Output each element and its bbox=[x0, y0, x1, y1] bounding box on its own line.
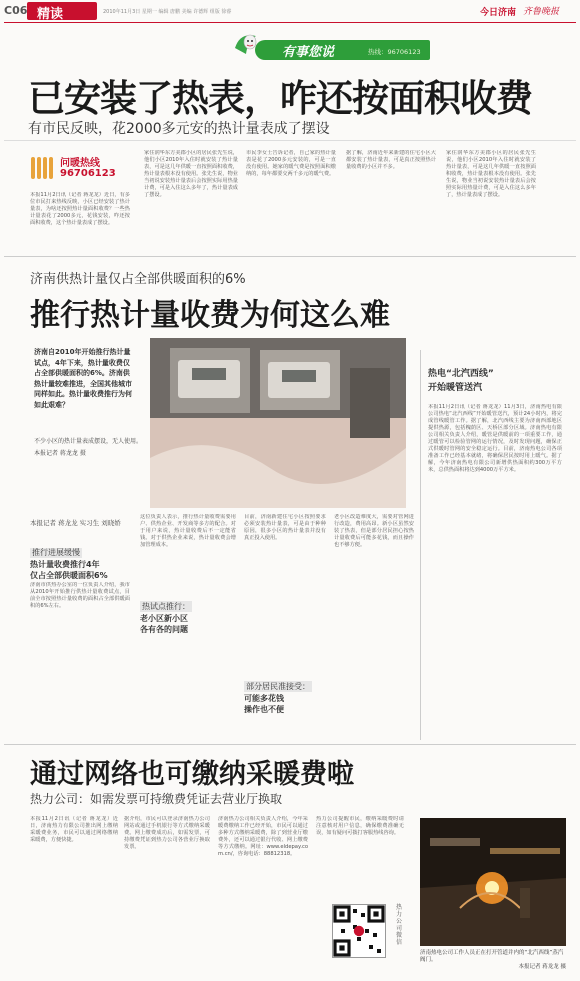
story3-col2: 据介绍，市民可以登录济南热力公司网站或通过手机银行等方式缴纳采暖费。网上缴费成功后，如需发票，可持缴费凭证到热力公司各营业厅换取发票。 bbox=[124, 816, 210, 850]
story2-box2 bbox=[140, 594, 236, 634]
section-label-box bbox=[27, 2, 97, 20]
box3-line3: 操作也不便 bbox=[244, 705, 284, 714]
column-hotline: 热线：96706123 bbox=[368, 48, 421, 56]
hotline-number: 96706123 bbox=[60, 168, 116, 179]
box3-line2: 可能多花钱 bbox=[244, 694, 284, 703]
story2-box1 bbox=[30, 540, 128, 580]
story2-byline: 本报记者 蒋龙龙 实习生 刘晓娇 bbox=[30, 519, 121, 527]
paper-brand: 齐鲁晚报 bbox=[523, 7, 560, 17]
masthead bbox=[0, 0, 580, 24]
story3-headline: 通过网络也可缴纳采暖费啦 bbox=[30, 759, 354, 790]
radiator-icon bbox=[30, 154, 56, 182]
box1-line2: 热计量收费推行4年 bbox=[30, 560, 100, 569]
story2-col2: 这位负责人表示，推行热计量收费需要用户、供热企业、开发商等多方的配合。对于用户来说，热计量收费后不一定能省钱。对于供热企业来说，热计量收费会增加管理成本。 bbox=[140, 514, 236, 548]
masthead-rule bbox=[4, 22, 576, 23]
story3-photo bbox=[420, 818, 566, 946]
story1-col4: 据了解，济南近年来新建的住宅小区大都安装了热计量表，可是真正按照热计量收费的小区并不多。 bbox=[346, 150, 436, 170]
qr-code bbox=[332, 904, 386, 958]
story3-col1: 本报11月2日讯（记者 蒋龙龙）近日，济南热力有限公司推出网上缴纳采暖费业务，市民可以通过网络缴纳采暖费，方便快捷。 bbox=[30, 816, 118, 843]
story1-top-rule bbox=[4, 140, 576, 141]
sidebar-title-line1: 热电“北汽西线” bbox=[428, 369, 494, 379]
story2-kicker: 济南供热计量仅占全部供暖面积的6% bbox=[30, 272, 246, 287]
story2-bottom-rule bbox=[4, 744, 576, 745]
box3-line1: 部分居民准接受： bbox=[246, 682, 310, 691]
section-label: 精读 bbox=[37, 7, 64, 22]
story3-col4: 热力公司提醒市民，缴纳采暖费时请注意核对用户信息，确保缴费准确无误，如有疑问可拨打客服热线咨询。 bbox=[316, 816, 404, 836]
story1-col3: 市民李女士告诉记者，自己家的热计量表是花了2000多元安装的，可是一直没有使用。她家的暖气费是按照面积缴纳的，每年都要交两千多元的暖气费。 bbox=[246, 150, 336, 177]
story3-subheadline: 热力公司：如需发票可持缴费凭证去营业厅换取 bbox=[30, 792, 283, 806]
box2-line1: 热试点推行： bbox=[142, 602, 190, 611]
qr-label: 热力公司微信 bbox=[396, 904, 403, 946]
story2-headline: 推行热计量收费为何这么难 bbox=[30, 298, 390, 333]
box1-line1: 推行进展缓慢 bbox=[32, 548, 80, 557]
story2-col1: 济南市供热办公室的一位负责人介绍，我市从2010年开始推行供热计量收费试点，目前全市按照热计量收费的面积占全部供暖面积的6%左右。 bbox=[30, 582, 130, 609]
story1-headline: 已安装了热表，咋还按面积收费 bbox=[28, 77, 532, 120]
story2-lead: 济南自2010年开始推行热计量试点，4年下来，热计量收费仅占全部供暖面积的6%。济南供热计量较难推进，全国其他城市同样如此。热计量收费推行为何如此艰难？ bbox=[34, 348, 132, 409]
story1-col1: 本报11月2日讯（记者 蒋龙龙）近日，有多位市民打来热线反映，小区已经安装了热计量表，为啥还按照热计量面积收费？一些热计量表花了2000多元，花钱安装，咋还按面积收费，这个热计量表成了摆设。 bbox=[30, 192, 130, 226]
story1-subheadline: 有市民反映，花2000多元安的热计量表成了摆设 bbox=[28, 121, 330, 137]
sidebar-body: 本报11月2日讯（记者 蒋龙龙）11月3日，济南热电有限公司热电“北汽西线”开始暖管送汽，预计24小时内，将完成管线暖管工作。据了解，北汽西线主要为济南西部地区提供热源，包括槐荫区、天桥区部分区域。济南热电有限公司相关负责人介绍，暖管是供暖前的一项重要工作，通过暖管可以检验管网的运行情况，及时发现问题，确保正式供暖时管网的安全稳定运行。目前，济南热电公司各项准备工作已经基本就绪，将确保居民按时用上暖气。据了解，今年济南热电有限公司新增供热面积约300万平方米，总供热面积将达到4000万平方米。 bbox=[428, 404, 562, 473]
box2-line2: 老小区新小区 bbox=[140, 614, 188, 623]
story2-box3 bbox=[244, 674, 326, 714]
story2-col3: 目前，济南新建住宅小区按照要求必须安装热计量表，可是由于种种原因，很多小区的热计量表并没有真正投入使用。 bbox=[244, 514, 326, 541]
caption-credit: 本报记者 蒋龙龙 摄 bbox=[34, 450, 86, 457]
hotline-box bbox=[30, 150, 116, 186]
column-banner bbox=[220, 28, 480, 66]
story2-col4: 老小区改造难度大，需要对管网进行改造，费用高昂。新小区虽然安装了热表，但是部分居民担心按热计量收费后可能多花钱，而且操作也不够方便。 bbox=[334, 514, 414, 548]
paper-name: 今日济南 bbox=[480, 8, 517, 18]
story3-caption-credit: 本报记者 蒋龙龙 摄 bbox=[518, 964, 566, 970]
story3-photo-caption bbox=[420, 950, 566, 971]
story1-bottom-rule bbox=[4, 256, 576, 257]
caption-text: 不少小区的热计量表成摆设，无人使用。 bbox=[34, 438, 143, 445]
sidebar-divider bbox=[420, 350, 421, 740]
page-number: C06 bbox=[4, 4, 28, 17]
story2-photo-caption bbox=[34, 438, 144, 478]
dateline: 2010年11月3日 星期一 编辑 唐鹏 美编 许德辉 组版 徐睿 bbox=[103, 9, 232, 15]
box2-line3: 各有各的问题 bbox=[140, 625, 188, 634]
column-title: 有事您说 bbox=[282, 45, 335, 60]
story1-col2: 家住润华东方美郡小区的居民张先生说，他们小区2010年入住时就安装了热计量表，可是这几年供暖一直按照面积收费，热计量表根本没有使用。张先生说，物业当初说安装热计量表后会按照实际用热量计费，可是入住这么多年了，热计量表成了摆设。 bbox=[144, 150, 238, 198]
story2-photo bbox=[150, 338, 406, 508]
story1-col5: 家住润华东方美郡小区的居民张先生说，他们小区2010年入住时就安装了热计量表，可是这几年供暖一直按照面积收费，热计量表根本没有使用。张先生说，物业当初说安装热计量表后会按照实际用热量计费，可是入住这么多年了，热计量表成了摆设。 bbox=[446, 150, 536, 198]
story3-caption-text: 济南热电公司工作人员正在打开管道并内的“北汽西线”蒸汽阀门。 bbox=[420, 950, 564, 963]
box1-line3: 仅占全部供暖面积6% bbox=[30, 571, 108, 580]
hotline-label: 问暖热线 bbox=[60, 158, 100, 169]
sidebar-title-line2: 开始暖管送汽 bbox=[428, 383, 483, 393]
story3-col3: 济南热力公司相关负责人介绍，今年采暖费缴纳工作已经开始，市民可以通过多种方式缴纳采暖费，除了到营业厅缴费外，还可以通过银行代收、网上缴费等方式缴纳。网址：www.eldepay.com.cn/，咨询电话：88812318。 bbox=[218, 816, 308, 857]
